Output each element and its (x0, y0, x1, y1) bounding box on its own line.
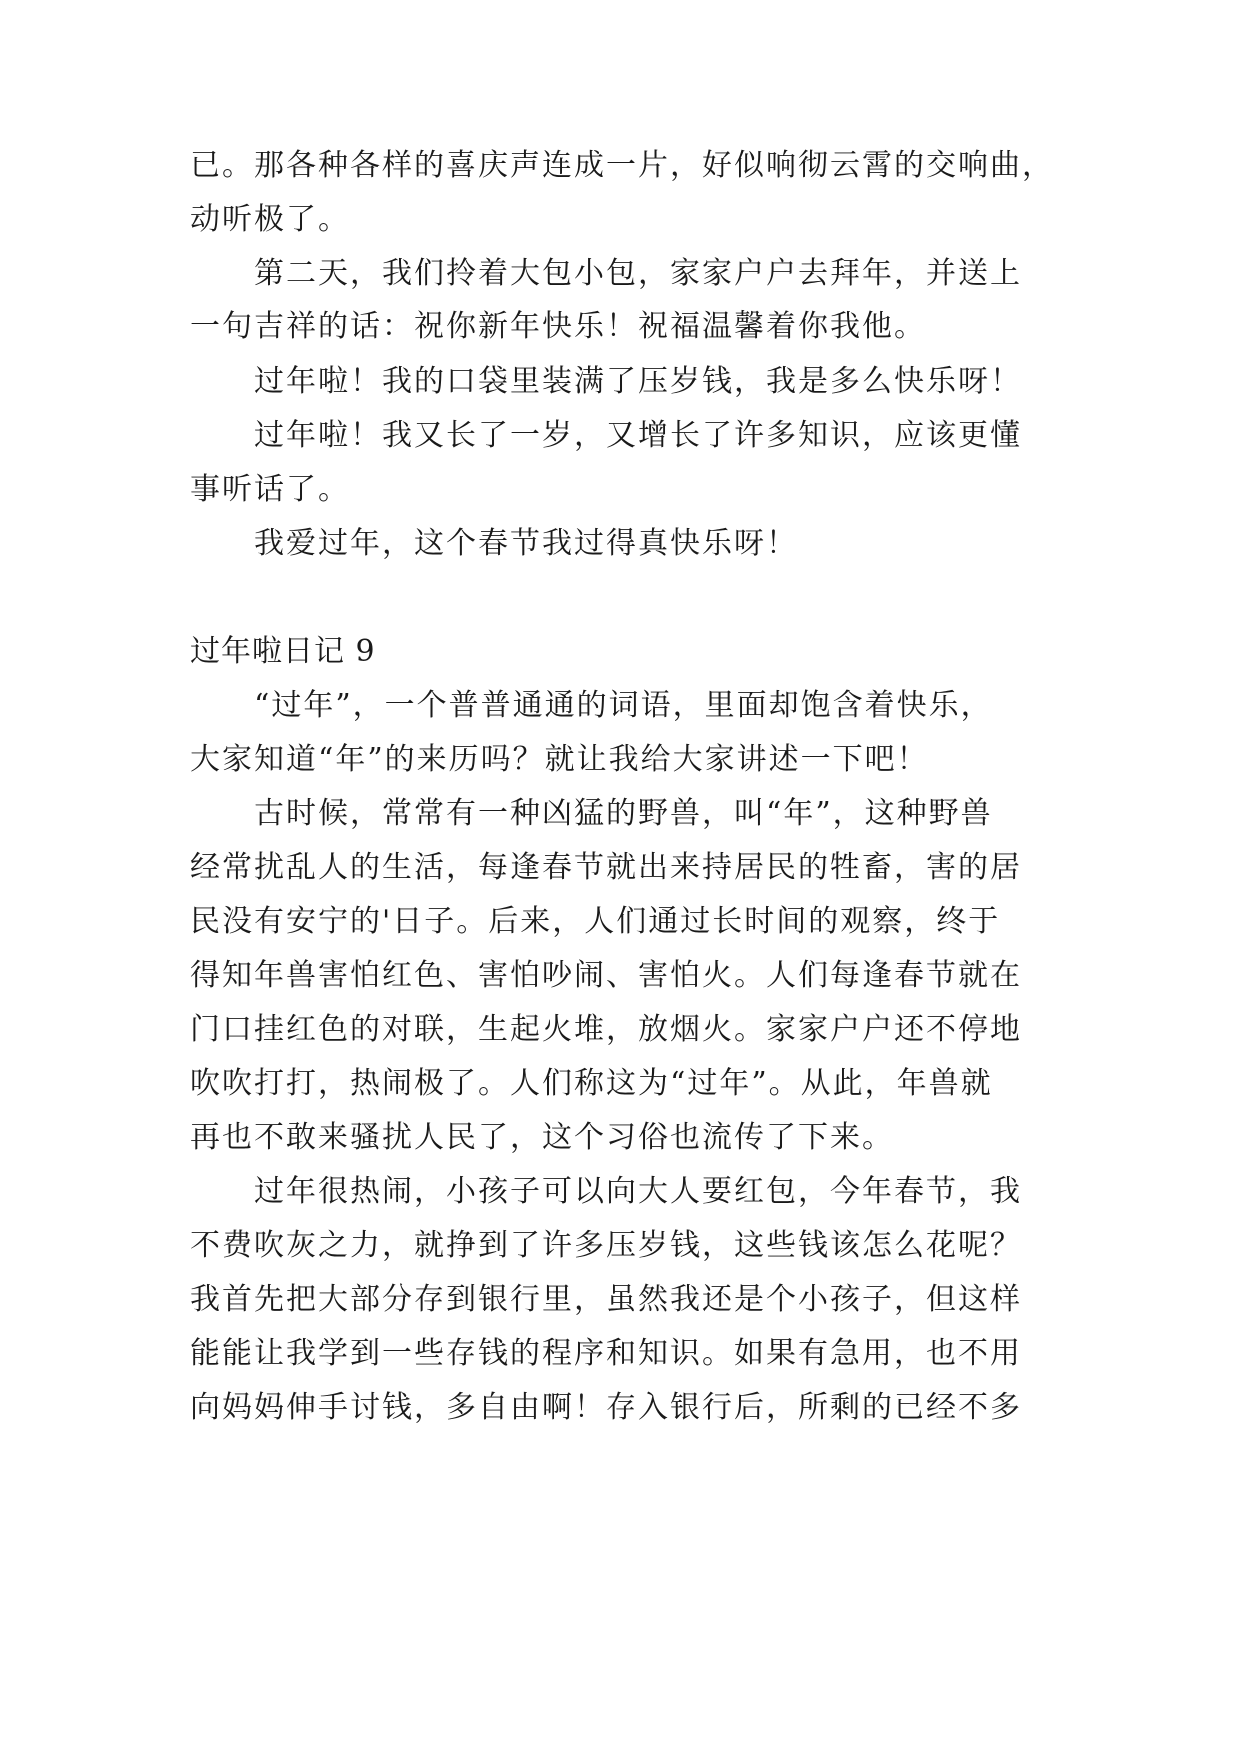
paragraph-line: 民没有安宁的'日子。后来，人们通过长时间的观察，终于 (190, 904, 1001, 939)
paragraph-line: 不费吹灰之力，就挣到了许多压岁钱，这些钱该怎么花呢？ (190, 1228, 1022, 1263)
paragraph-line: 一句吉祥的话：祝你新年快乐！祝福温馨着你我他。 (190, 309, 926, 344)
paragraph-line: 我爱过年，这个春节我过得真快乐呀！ (254, 526, 798, 561)
paragraph-line: 得知年兽害怕红色、害怕吵闹、害怕火。人们每逢春节就在 (190, 958, 1022, 993)
paragraph-line: 门口挂红色的对联，生起火堆，放烟火。家家户户还不停地 (190, 1012, 1022, 1047)
paragraph-line: 我首先把大部分存到银行里，虽然我还是个小孩子，但这样 (190, 1282, 1022, 1317)
paragraph-line: 过年啦！我的口袋里装满了压岁钱，我是多么快乐呀！ (254, 364, 1022, 399)
paragraph-line: 吹吹打打，热闹极了。人们称这为“过年”。从此，年兽就 (190, 1066, 993, 1101)
paragraph-line: 过年啦！我又长了一岁，又增长了许多知识，应该更懂 (254, 418, 1022, 453)
paragraph-line: 事听话了。 (190, 472, 350, 507)
paragraph-line: 能能让我学到一些存钱的程序和知识。如果有急用，也不用 (190, 1336, 1022, 1371)
section-title: 过年啦日记 9 (190, 634, 376, 669)
paragraph-line: 大家知道“年”的来历吗？就让我给大家讲述一下吧！ (190, 742, 929, 777)
paragraph-line: 第二天，我们拎着大包小包，家家户户去拜年，并送上 (254, 256, 1022, 291)
paragraph-line: 向妈妈伸手讨钱，多自由啊！存入银行后，所剩的已经不多 (190, 1390, 1022, 1425)
paragraph-line: 经常扰乱人的生活，每逢春节就出来持居民的牲畜，害的居 (190, 850, 1022, 885)
paragraph-line: 再也不敢来骚扰人民了，这个习俗也流传了下来。 (190, 1120, 894, 1155)
paragraph-line: 动听极了。 (190, 202, 350, 237)
paragraph-line: 古时候，常常有一种凶猛的野兽，叫“年”，这种野兽 (254, 796, 993, 831)
paragraph-line: “过年”，一个普普通通的词语，里面却饱含着快乐， (254, 688, 993, 723)
paragraph-line: 过年很热闹，小孩子可以向大人要红包，今年春节，我 (254, 1174, 1022, 1209)
paragraph-line: 已。那各种各样的喜庆声连成一片，好似响彻云霄的交响曲， (190, 148, 1054, 183)
